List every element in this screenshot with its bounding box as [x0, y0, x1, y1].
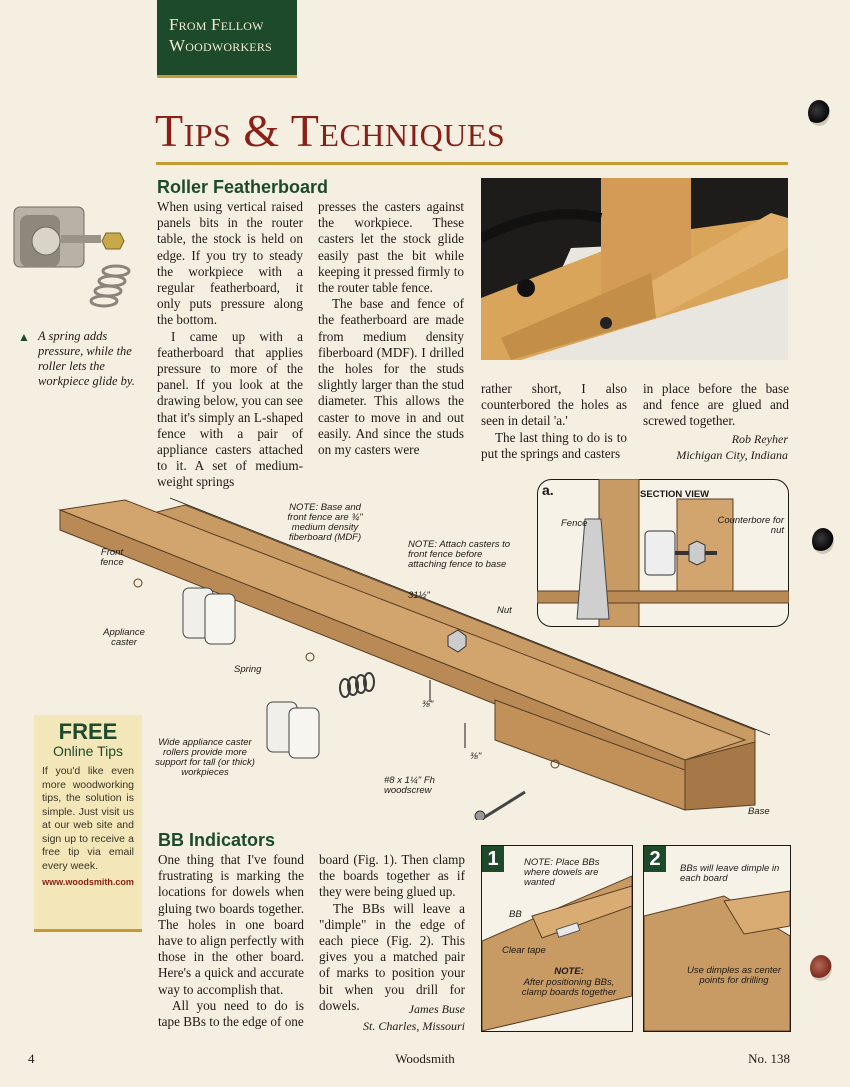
binder-hole-bottom — [810, 955, 832, 981]
roller-col3-p1: rather short, I also counterbored the holes as seen in detail 'a.' — [481, 381, 627, 429]
base-label: Base — [748, 806, 770, 817]
dimension-a-label: ⅜" — [422, 699, 434, 710]
section-tab — [157, 0, 297, 78]
page-title: Tips & Techniques — [155, 105, 506, 156]
screw-label: #8 x 1¼" Fh woodscrew — [384, 775, 435, 796]
figure-2-note: BBs will leave dimple in each board — [680, 863, 780, 884]
section-view-detail — [537, 479, 789, 627]
figure-1-note: NOTE: Place BBs where dowels are wanted — [524, 857, 600, 888]
spring-label: Spring — [234, 664, 262, 675]
roller-column-2 — [318, 199, 464, 458]
sidebar-url[interactable]: www.woodsmith.com — [42, 877, 134, 887]
note-attach: NOTE: Attach casters to front fence before attaching fence to base — [408, 539, 511, 570]
detail-letter: a. — [542, 482, 554, 498]
sidebar-title: FREE — [58, 719, 118, 744]
spring-icon — [340, 673, 374, 697]
roller-col1-p2: I came up with a featherboard that applies pressure to more of the panel. If you look at the drawing below, you can see that it's simply an L-shaped fence with a pair of appliance casters attached to it. A set of medium-weight springs — [157, 328, 303, 490]
appliance-caster-label: Appliance caster — [103, 627, 145, 648]
bb-col1-p1: One thing that I've found frustrating is marking the locations for dowels when gluing two boards together. The holes in one board have to align perfectly with those in the other board. Here's a quick and accurate way to accomplish that. — [158, 852, 304, 997]
section-tab-line2: Woodworkers — [169, 36, 272, 55]
screw-icon — [480, 792, 525, 820]
roller-col2-p2: The base and fence of the featherboard are made from medium density fiberboard (MDF). I drilled the holes for the studs slightly larger than the stud diameter. This allows the caster to move in and out easily. And since the studs on my casters were — [318, 296, 464, 458]
online-tips-sidebar — [34, 715, 142, 932]
roller-col4-p1: in place before the base and fence are glued and screwed together. — [643, 381, 789, 429]
caption-marker-icon: ▲ — [18, 330, 30, 344]
section-view-label: SECTION VIEW — [640, 489, 710, 500]
bb-col2-p2: The BBs will leave a "dimple" in the edge of each piece (Fig. 2). This gives you a matched pair of marks to position your bit when you drill for dowels. — [319, 900, 465, 1013]
figure-1-note2: After positioning BBs, clamp boards together — [521, 977, 617, 998]
roller-col2-p1: presses the casters against the workpiece. These casters let the stock glide easily past the bit while keeping it pressed firmly to the router table fence. — [318, 199, 464, 296]
fence-label: Fence — [561, 518, 588, 529]
roller-column-4 — [643, 381, 789, 430]
magazine-name: Woodsmith — [395, 1051, 455, 1066]
router-table-photo — [481, 178, 788, 360]
binder-hole-top — [808, 100, 830, 126]
page-number: 4 — [28, 1051, 35, 1066]
figure-2-note2: Use dimples as center points for drilling — [687, 965, 781, 986]
sidebar-subtitle: Online Tips — [52, 743, 124, 759]
dimension-length-label: 31½" — [408, 590, 430, 601]
bb-heading: BB Indicators — [158, 830, 276, 850]
counterbore-label: Counterbore for nut — [717, 515, 784, 536]
issue-number: No. 138 — [748, 1051, 790, 1066]
bb-column-1 — [158, 852, 304, 1030]
bb-column-2 — [319, 852, 465, 1014]
roller-column-1 — [157, 199, 303, 491]
nut-label: Nut — [497, 605, 512, 616]
figure-1-note2-title: NOTE: — [554, 966, 584, 977]
roller-location: Michigan City, Indiana — [676, 448, 788, 462]
title-rule — [156, 162, 788, 165]
roller-author: Rob Reyher — [731, 432, 788, 446]
roller-column-3 — [481, 381, 627, 462]
caster-right — [267, 702, 319, 758]
dimension-b-label: ⅜" — [470, 751, 482, 762]
bb-col2-p1: board (Fig. 1). Then clamp the boards together as if they were being glued up. — [319, 852, 465, 900]
bb-location: St. Charles, Missouri — [362, 1019, 465, 1033]
note-mdf: NOTE: Base and front fence are ¾" medium density fiberboard (MDF) — [287, 502, 363, 543]
figure-2-number: 2 — [644, 846, 666, 872]
sidebar-body: If you'd like even more woodworking tips, the solution is simple. Just visit us at our web site and sign up to receive a free tip via email every week. — [42, 765, 134, 872]
front-fence-label: Front fence — [100, 547, 124, 568]
binder-hole-middle — [812, 528, 834, 554]
figure-1 — [481, 845, 633, 1032]
caster-photo — [6, 193, 136, 323]
roller-col3-p2: The last thing to do is to put the springs and casters — [481, 429, 627, 461]
caster-left — [183, 588, 235, 644]
roller-heading: Roller Featherboard — [157, 177, 329, 197]
section-tab-line1: From Fellow — [169, 15, 264, 34]
bb-author: James Buse — [408, 1002, 465, 1016]
photo-caption: A spring adds pressure, while the roller lets the workpiece glide by. — [38, 329, 135, 388]
roller-col1-p1: When using vertical raised panels bits in the router table, the stock is held on edge. If you try to steady the workpiece with a regular featherboard, it only puts pressure along the bottom. — [157, 199, 303, 328]
wide-caster-label: Wide appliance caster rollers provide more support for tall (or thick) workpieces — [155, 737, 255, 778]
figure-1-bb-label: BB — [509, 909, 522, 920]
figure-1-number: 1 — [482, 846, 504, 872]
figure-1-tape-label: Clear tape — [502, 945, 546, 956]
figure-2 — [643, 845, 791, 1032]
bb-col1-p2: All you need to do is tape BBs to the edge of one — [158, 997, 304, 1030]
